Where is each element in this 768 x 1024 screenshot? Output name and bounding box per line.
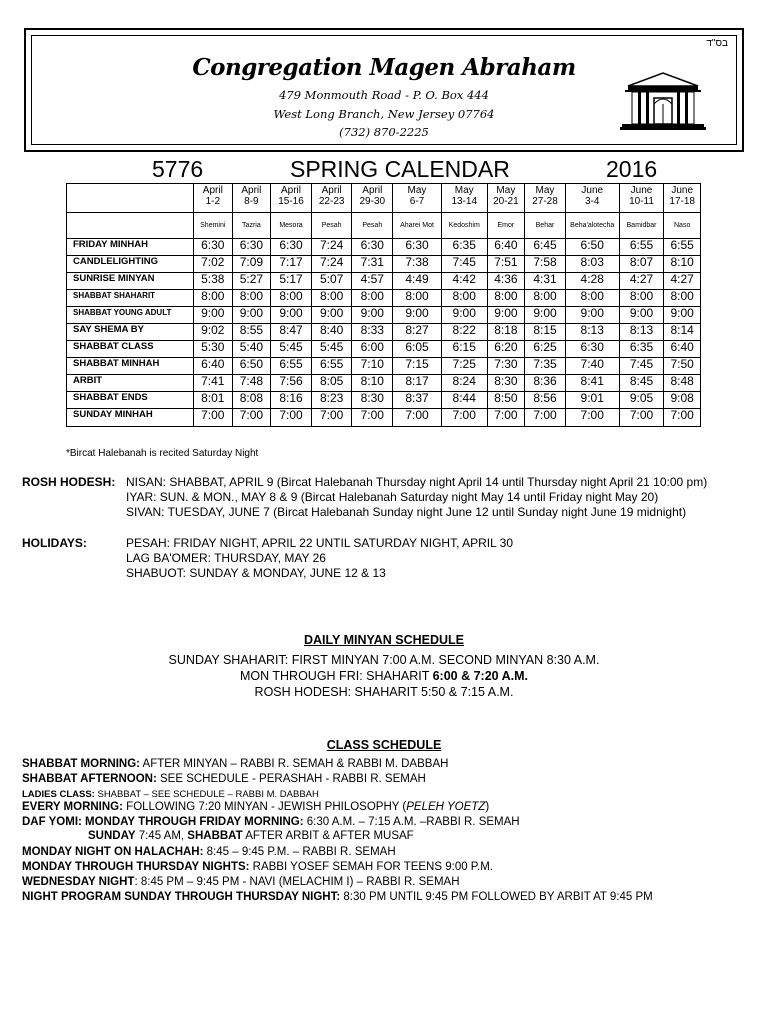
week-date-cell [311,184,352,213]
time-cell: 6:30 [271,239,312,256]
row-label: SHABBAT CLASS [67,341,194,358]
time-cell: 8:23 [311,392,352,409]
week-month: June [630,185,653,196]
week-month: May [535,185,555,196]
week-days: 20-21 [493,196,519,207]
row-label: SAY SHEMA BY [67,324,194,341]
corner-cell [67,184,194,213]
calendar-title: SPRING CALENDAR [290,156,510,182]
time-cell: 8:00 [664,290,701,307]
time-cell: 7:30 [487,358,525,375]
time-cell: 4:49 [393,273,442,290]
weekday-shaharit-line [0,669,768,683]
time-cell: 4:36 [487,273,525,290]
time-cell: 4:42 [441,273,487,290]
row-label: SHABBAT ENDS [67,392,194,409]
time-cell: 5:45 [311,341,352,358]
week-days: 15-16 [278,196,304,207]
time-cell: 6:30 [232,239,271,256]
time-cell: 9:00 [525,307,566,324]
parasha-cell: Bamidbar [619,213,664,239]
time-cell: 5:45 [271,341,312,358]
time-cell: 6:40 [664,341,701,358]
time-cell: 9:01 [565,392,619,409]
rosh-hodesh-label: ROSH HODESH: [22,475,116,489]
class-item: WEDNESDAY NIGHT: 8:45 PM – 9:45 PM - NAVI (MELACHIM I) – RABBI R. SEMAH [22,876,460,888]
week-date-cell [487,184,525,213]
time-cell: 7:40 [565,358,619,375]
row-label: FRIDAY MINHAH [67,239,194,256]
time-row [67,239,701,256]
time-row [67,307,701,324]
holiday-pesah: PESAH: FRIDAY NIGHT, APRIL 22 UNTIL SATURDAY NIGHT, APRIL 30 [126,536,513,550]
week-date-cell [565,184,619,213]
row-label: SHABBAT YOUNG ADULT [67,307,194,324]
week-days: 3-4 [585,196,600,207]
week-days: 29-30 [359,196,386,207]
time-cell: 9:00 [487,307,525,324]
parasha-cell: Naso [664,213,701,239]
time-cell: 8:00 [311,290,352,307]
letterhead [24,28,744,152]
week-dates-row [67,184,701,213]
week-month: May [407,185,427,196]
time-cell: 8:13 [565,324,619,341]
week-days: 13-14 [451,196,478,207]
time-cell: 8:07 [619,256,664,273]
time-cell: 5:38 [194,273,233,290]
rosh-hodesh-nisan: NISAN: SHABBAT, APRIL 9 (Bircat Halebanah Thursday night April 14 until Thursday night April 21 10:00 pm) [126,475,708,489]
time-cell: 8:47 [271,324,312,341]
time-cell: 8:10 [664,256,701,273]
time-cell: 8:30 [487,375,525,392]
time-cell: 7:00 [664,409,701,427]
time-cell: 8:16 [271,392,312,409]
time-cell: 8:00 [525,290,566,307]
time-cell: 9:05 [619,392,664,409]
time-cell: 9:00 [311,307,352,324]
time-row [67,341,701,358]
week-month: June [581,185,604,196]
class-item: NIGHT PROGRAM SUNDAY THROUGH THURSDAY NIGHT: 8:30 PM UNTIL 9:45 PM FOLLOWED BY ARBIT AT 9:45 PM [22,891,653,903]
week-days: 6-7 [409,196,425,207]
time-cell: 8:00 [565,290,619,307]
time-row [67,358,701,375]
time-cell: 7:41 [194,375,233,392]
time-cell: 7:38 [393,256,442,273]
parasha-cell: Pesah [311,213,352,239]
class-item: MONDAY THROUGH THURSDAY NIGHTS: RABBI YOSEF SEMAH FOR TEENS 9:00 P.M. [22,861,493,873]
time-cell: 4:27 [619,273,664,290]
time-cell: 8:10 [352,375,393,392]
daily-minyan-heading: DAILY MINYAN SCHEDULE [304,633,464,647]
time-cell: 4:28 [565,273,619,290]
hebrew-blessing-mark: בס"ד [706,38,728,49]
time-cell: 8:18 [487,324,525,341]
hebrew-year: 5776 [152,156,204,182]
time-cell: 9:00 [352,307,393,324]
time-cell: 8:15 [525,324,566,341]
class-schedule-heading: CLASS SCHEDULE [326,738,442,752]
time-cell: 8:17 [393,375,442,392]
synagogue-building-icon [620,70,706,132]
time-cell: 7:31 [352,256,393,273]
parasha-cell: Mesora [271,213,312,239]
week-days: 10-11 [629,196,654,207]
time-cell: 6:50 [565,239,619,256]
time-cell: 8:00 [352,290,393,307]
weekday-shaharit-times: 6:00 & 7:20 A.M. [432,669,528,683]
holiday-lag-baomer: LAG BA'OMER: THURSDAY, MAY 26 [126,551,326,565]
time-cell: 8:14 [664,324,701,341]
phone-number: (732) 870-2225 [339,125,429,139]
time-cell: 7:10 [352,358,393,375]
time-cell: 8:33 [352,324,393,341]
class-item: SUNDAY 7:45 AM, SHABBAT AFTER ARBIT & AFTER MUSAF [88,830,414,842]
time-cell: 7:24 [311,239,352,256]
corner-cell [67,213,194,239]
holidays-label: HOLIDAYS: [22,536,87,550]
time-row [67,273,701,290]
time-cell: 9:00 [619,307,664,324]
time-cell: 7:00 [393,409,442,427]
time-cell: 5:17 [271,273,312,290]
time-cell: 7:48 [232,375,271,392]
congregation-name: Congregation Magen Abraham [192,54,576,81]
time-cell: 8:56 [525,392,566,409]
parasha-row [67,213,701,239]
time-cell: 7:56 [271,375,312,392]
time-cell: 7:15 [393,358,442,375]
parasha-cell: Emor [487,213,525,239]
time-cell: 6:05 [393,341,442,358]
time-row [67,392,701,409]
time-cell: 6:30 [194,239,233,256]
week-month: April [321,185,342,196]
time-cell: 6:30 [393,239,442,256]
week-month: May [496,185,516,196]
time-cell: 7:17 [271,256,312,273]
time-cell: 6:55 [311,358,352,375]
class-item: LADIES CLASS: SHABBAT – SEE SCHEDULE – RABBI M. DABBAH [22,789,319,800]
week-date-cell [441,184,487,213]
address-line-1: 479 Monmouth Road - P. O. Box 444 [279,88,489,102]
time-cell: 8:37 [393,392,442,409]
week-date-cell [619,184,664,213]
time-cell: 6:25 [525,341,566,358]
time-cell: 8:22 [441,324,487,341]
week-days: 8-9 [244,196,259,207]
time-cell: 8:41 [565,375,619,392]
time-cell: 7:00 [487,409,525,427]
week-month: April [241,185,262,196]
week-date-cell [352,184,393,213]
holiday-shabuot: SHABUOT: SUNDAY & MONDAY, JUNE 12 & 13 [126,566,386,580]
time-cell: 5:40 [232,341,271,358]
time-cell: 9:00 [441,307,487,324]
time-row [67,256,701,273]
time-cell: 5:27 [232,273,271,290]
time-cell: 8:00 [441,290,487,307]
time-cell: 8:08 [232,392,271,409]
class-item: SHABBAT AFTERNOON: SEE SCHEDULE - PERASHAH - RABBI R. SEMAH [22,773,426,785]
time-cell: 8:00 [271,290,312,307]
time-cell: 9:00 [232,307,271,324]
time-cell: 7:25 [441,358,487,375]
time-cell: 4:27 [664,273,701,290]
zmanim-table [66,183,701,427]
time-cell: 8:24 [441,375,487,392]
time-cell: 7:24 [311,256,352,273]
week-date-cell [271,184,312,213]
time-cell: 9:02 [194,324,233,341]
class-item: SHABBAT MORNING: AFTER MINYAN – RABBI R. SEMAH & RABBI M. DABBAH [22,758,449,770]
week-month: April [202,185,223,196]
week-month: April [281,185,302,196]
time-cell: 7:00 [441,409,487,427]
class-item: MONDAY NIGHT ON HALACHAH: 8:45 – 9:45 P.M. – RABBI R. SEMAH [22,846,396,858]
time-cell: 6:20 [487,341,525,358]
time-cell: 8:03 [565,256,619,273]
time-cell: 6:55 [271,358,312,375]
week-month: June [671,185,694,196]
time-cell: 7:00 [619,409,664,427]
time-cell: 6:45 [525,239,566,256]
row-label: SHABBAT MINHAH [67,358,194,375]
time-cell: 8:13 [619,324,664,341]
time-cell: 8:36 [525,375,566,392]
class-item: DAF YOMI: MONDAY THROUGH FRIDAY MORNING: 6:30 A.M. – 7:15 A.M. –RABBI R. SEMAH [22,816,520,828]
time-cell: 8:00 [393,290,442,307]
time-cell: 9:00 [194,307,233,324]
time-cell: 5:30 [194,341,233,358]
time-cell: 8:00 [619,290,664,307]
time-cell: 6:40 [194,358,233,375]
class-item: EVERY MORNING: FOLLOWING 7:20 MINYAN - JEWISH PHILOSOPHY (PELEH YOETZ) [22,801,490,813]
time-cell: 7:00 [311,409,352,427]
time-row [67,409,701,427]
week-days: 1-2 [205,196,221,207]
time-cell: 7:00 [271,409,312,427]
time-row [67,375,701,392]
time-cell: 6:35 [619,341,664,358]
time-cell: 8:50 [487,392,525,409]
time-cell: 7:00 [232,409,271,427]
parasha-cell: Beha'alotecha [565,213,619,239]
time-cell: 8:27 [393,324,442,341]
time-cell: 8:45 [619,375,664,392]
time-cell: 8:48 [664,375,701,392]
time-cell: 9:00 [393,307,442,324]
week-date-cell [525,184,566,213]
time-cell: 8:30 [352,392,393,409]
time-cell: 7:00 [194,409,233,427]
parasha-cell: Behar [525,213,566,239]
time-cell: 7:45 [441,256,487,273]
time-cell: 7:00 [565,409,619,427]
week-date-cell [664,184,701,213]
time-cell: 6:00 [352,341,393,358]
rosh-hodesh-shaharit-line: ROSH HODESH: SHAHARIT 5:50 & 7:15 A.M. [254,685,514,699]
week-month: May [454,185,474,196]
time-cell: 7:35 [525,358,566,375]
time-cell: 7:51 [487,256,525,273]
time-cell: 7:50 [664,358,701,375]
parasha-cell: Pesah [352,213,393,239]
time-cell: 4:57 [352,273,393,290]
time-cell: 8:44 [441,392,487,409]
time-cell: 8:00 [232,290,271,307]
time-cell: 8:55 [232,324,271,341]
week-days: 17-18 [669,196,695,207]
time-cell: 9:00 [664,307,701,324]
time-cell: 7:45 [619,358,664,375]
time-cell: 7:00 [525,409,566,427]
row-label: SUNRISE MINYAN [67,273,194,290]
time-cell: 9:08 [664,392,701,409]
time-cell: 8:00 [194,290,233,307]
week-date-cell [393,184,442,213]
week-month: April [362,185,383,196]
week-days: 27-28 [532,196,558,207]
time-cell: 6:55 [664,239,701,256]
time-row [67,324,701,341]
time-cell: 6:55 [619,239,664,256]
sunday-shaharit-line: SUNDAY SHAHARIT: FIRST MINYAN 7:00 A.M. SECOND MINYAN 8:30 A.M. [168,653,600,667]
row-label: SHABBAT SHAHARIT [67,290,194,307]
time-cell: 6:40 [487,239,525,256]
week-date-cell [232,184,271,213]
row-label: ARBIT [67,375,194,392]
parasha-cell: Kedoshim [441,213,487,239]
time-cell: 7:09 [232,256,271,273]
row-label: CANDLELIGHTING [67,256,194,273]
time-cell: 7:00 [352,409,393,427]
time-cell: 9:00 [565,307,619,324]
parasha-cell: Tazria [232,213,271,239]
row-label: SUNDAY MINHAH [67,409,194,427]
weekday-shaharit-prefix: MON THROUGH FRI: SHAHARIT [239,669,433,683]
time-cell: 7:02 [194,256,233,273]
time-cell: 6:35 [441,239,487,256]
time-cell: 8:00 [487,290,525,307]
time-cell: 6:50 [232,358,271,375]
week-days: 22-23 [318,196,345,207]
gregorian-year: 2016 [606,156,658,182]
time-cell: 7:58 [525,256,566,273]
time-cell: 6:30 [565,341,619,358]
time-cell: 4:31 [525,273,566,290]
time-cell: 6:30 [352,239,393,256]
week-date-cell [194,184,233,213]
time-cell: 8:01 [194,392,233,409]
time-cell: 5:07 [311,273,352,290]
parasha-cell: Shemini [194,213,233,239]
rosh-hodesh-sivan: SIVAN: TUESDAY, JUNE 7 (Bircat Halebanah Sunday night June 12 until Sunday night June 19 midnight) [126,505,687,519]
parasha-cell: Aharei Mot [393,213,442,239]
time-cell: 6:15 [441,341,487,358]
time-cell: 9:00 [271,307,312,324]
rosh-hodesh-iyar: IYAR: SUN. & MON., MAY 8 & 9 (Bircat Halebanah Saturday night May 14 until Friday night May 20) [126,490,659,504]
time-cell: 8:40 [311,324,352,341]
address-line-2: West Long Branch, New Jersey 07764 [273,107,495,121]
calendar-footnote: *Bircat Halebanah is recited Saturday Night [66,448,259,459]
time-cell: 8:05 [311,375,352,392]
time-row [67,290,701,307]
